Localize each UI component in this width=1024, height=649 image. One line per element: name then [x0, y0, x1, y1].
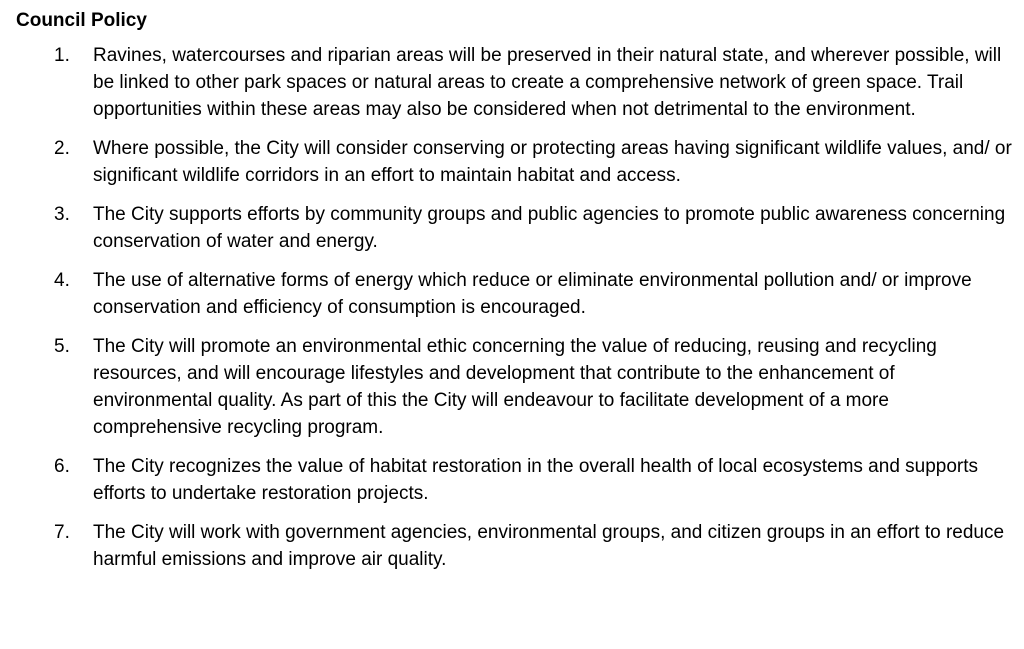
policy-item-number: 1.: [54, 45, 70, 66]
policy-item-text: The City recognizes the value of habitat restoration in the overall health of local ecosystems and supports efforts to undertake restoration projects.: [93, 456, 979, 504]
policy-item-5: [16, 333, 1024, 441]
policy-item-number: 2.: [54, 138, 70, 159]
policy-item-1: [16, 42, 1024, 123]
policy-item-text: Where possible, the City will consider conserving or protecting areas having significant wildlife values, and/ or significant wildlife corridors in an effort to maintain habitat and access.: [93, 138, 1012, 186]
policy-item-text: The City will work with government agencies, environmental groups, and citizen groups in an effort to reduce harmful emissions and improve air quality.: [93, 522, 1005, 570]
policy-item-number: 7.: [54, 522, 70, 543]
policy-item-text: Ravines, watercourses and riparian areas will be preserved in their natural state, and wherever possible, will be linked to other park spaces or natural areas to create a comprehensive network of green space. Trail opportunities within these areas may also be considered when not detrimental to the environment.: [93, 45, 1002, 120]
policy-item-2: [16, 135, 1024, 189]
policy-item-4: [16, 267, 1024, 321]
policy-item-text: The use of alternative forms of energy which reduce or eliminate environmental pollution and/ or improve conservation and efficiency of consumption is encouraged.: [93, 270, 972, 318]
policy-item-text: The City will promote an environmental ethic concerning the value of reducing, reusing and recycling resources, and will encourage lifestyles and development that contribute to the enhancement of environmental quality. As part of this the City will endeavour to facilitate development of a more comprehensive recycling program.: [93, 336, 937, 438]
policy-item-number: 4.: [54, 270, 70, 291]
policy-item-6: [16, 453, 1024, 507]
policy-list: [16, 42, 1024, 573]
policy-item-text: The City supports efforts by community groups and public agencies to promote public awareness concerning conservation of water and energy.: [93, 204, 1006, 252]
policy-item-3: [16, 201, 1024, 255]
section-heading: Council Policy: [16, 10, 147, 31]
policy-item-number: 6.: [54, 456, 70, 477]
policy-item-number: 3.: [54, 204, 70, 225]
policy-item-7: [16, 519, 1024, 573]
policy-item-number: 5.: [54, 336, 70, 357]
